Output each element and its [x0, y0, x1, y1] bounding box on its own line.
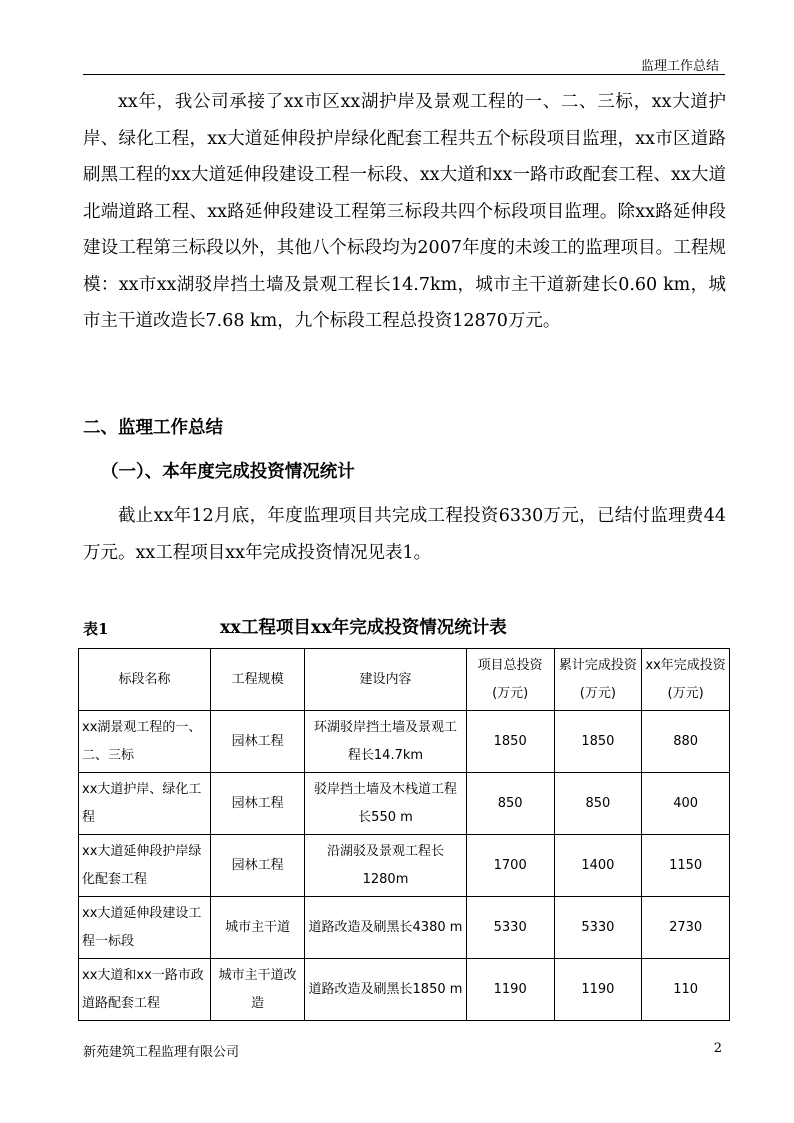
total-investment-cell: 1190: [466, 959, 554, 1021]
section-heading: 二、监理工作总结: [83, 418, 223, 438]
intro-paragraph: xx年，我公司承接了xx市区xx湖护岸及景观工程的一、二、三标，xx大道护岸、绿化工程，xx大道延伸段护岸绿化配套工程共五个标段项目监理，xx市区道路刷黑工程的xx大道延伸段建设工程一标段、xx大道和xx一路市政配套工程、xx大道北端道路工程、xx路延伸段建设工程第三标段共四个标段项目监理。除xx路延伸段建设工程第三标段以外，其他八个标段均为2007年度的未竣工的监理项目。工程规模：xx市xx湖驳岸挡土墙及景观工程长14.7km，城市主干道新建长0.60 km，城市主干道改造长7.68 km，九个标段工程总投资12870万元。: [83, 92, 726, 331]
table-header-row: [79, 649, 730, 711]
column-header: 标段名称: [79, 649, 211, 711]
total-investment-cell: 850: [466, 773, 554, 835]
cumulative-investment-cell: 1400: [554, 835, 642, 897]
cumulative-investment-cell: 5330: [554, 897, 642, 959]
year-investment-cell: 880: [642, 711, 730, 773]
footer-company: 新苑建筑工程监理有限公司: [83, 1045, 240, 1060]
page-header-title: 监理工作总结: [640, 59, 719, 74]
year-investment-cell: 2730: [642, 897, 730, 959]
column-header: 累计完成投资(万元): [554, 649, 642, 711]
table-title: xx工程项目xx年完成投资情况统计表: [220, 618, 507, 638]
header-divider: [83, 74, 725, 75]
table-row: [79, 711, 730, 773]
total-investment-cell: 1700: [466, 835, 554, 897]
content-cell: 道路改造及刷黑长1850 m: [305, 959, 467, 1021]
investment-summary-paragraph: 截止xx年12月底，年度监理项目共完成工程投资6330万元，已结付监理费44万元。xx工程项目xx年完成投资情况见表1。: [83, 506, 726, 563]
cumulative-investment-cell: 1190: [554, 959, 642, 1021]
table-row: [79, 773, 730, 835]
year-investment-cell: 110: [642, 959, 730, 1021]
investment-table: [78, 648, 730, 1021]
scale-cell: 园林工程: [211, 835, 305, 897]
total-investment-cell: 1850: [466, 711, 554, 773]
table-label: 表1: [83, 620, 109, 638]
section-name-cell: xx大道延伸段护岸绿化配套工程: [79, 835, 211, 897]
table-row: [79, 959, 730, 1021]
content-cell: 环湖驳岸挡土墙及景观工程长14.7km: [305, 711, 467, 773]
section-name-cell: xx湖景观工程的一、二、三标: [79, 711, 211, 773]
scale-cell: 园林工程: [211, 711, 305, 773]
scale-cell: 城市主干道改造: [211, 959, 305, 1021]
column-header: xx年完成投资(万元): [642, 649, 730, 711]
total-investment-cell: 5330: [466, 897, 554, 959]
section-name-cell: xx大道护岸、绿化工程: [79, 773, 211, 835]
column-header: 建设内容: [305, 649, 467, 711]
subsection-heading: （一）、本年度完成投资情况统计: [101, 462, 355, 482]
content-cell: 驳岸挡土墙及木栈道工程长550 m: [305, 773, 467, 835]
scale-cell: 园林工程: [211, 773, 305, 835]
intro-section: [83, 84, 726, 340]
investment-summary-section: [83, 498, 726, 571]
table-row: [79, 897, 730, 959]
section-name-cell: xx大道和xx一路市政道路配套工程: [79, 959, 211, 1021]
content-cell: 沿湖驳及景观工程长1280m: [305, 835, 467, 897]
scale-cell: 城市主干道: [211, 897, 305, 959]
page-number: 2: [713, 1041, 722, 1056]
cumulative-investment-cell: 1850: [554, 711, 642, 773]
column-header: 项目总投资(万元): [466, 649, 554, 711]
year-investment-cell: 1150: [642, 835, 730, 897]
year-investment-cell: 400: [642, 773, 730, 835]
table-row: [79, 835, 730, 897]
content-cell: 道路改造及刷黑长4380 m: [305, 897, 467, 959]
cumulative-investment-cell: 850: [554, 773, 642, 835]
column-header: 工程规模: [211, 649, 305, 711]
section-name-cell: xx大道延伸段建设工程一标段: [79, 897, 211, 959]
